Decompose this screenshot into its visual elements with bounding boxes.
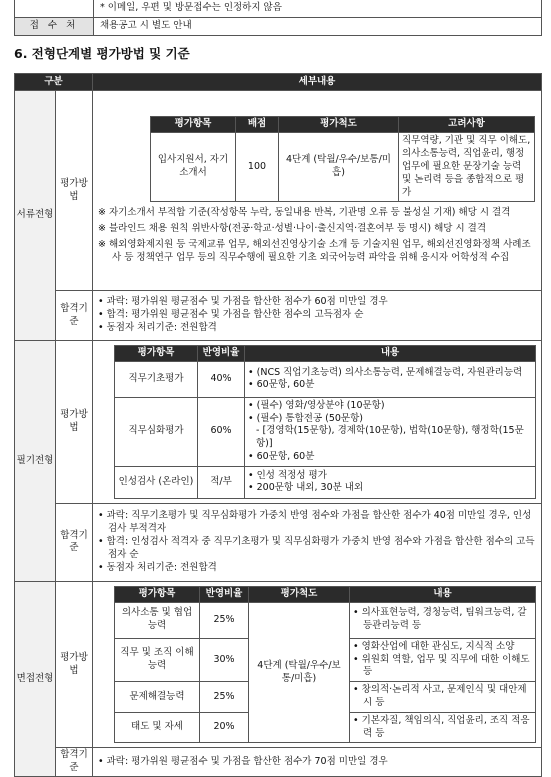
doc-score: 100 [236,133,279,202]
written-content [245,361,536,397]
doc-th-consider: 고려사항 [399,117,535,133]
receipt-value: 채용공고 시 별도 안내 [94,18,542,36]
receipt-table [14,0,542,36]
doc-method-label: 평가방법 [56,91,93,291]
interview-scale: 4단계 (탁월/우수/보통/미흡) [249,602,350,743]
written-th-item: 평가항목 [115,346,198,362]
written-pass-item: • 합격: 인성검사 적격자 중 직무기초평가 및 직무심화평가 가중치 반영 점수와 가점을 합산한 점수의 고득점자 순 [98,535,535,560]
interview-th-scale: 평가척도 [249,586,350,602]
doc-scale: 4단계 (탁월/우수/보통/미흡) [279,133,399,202]
written-pass-label: 합격기준 [56,503,93,581]
written-pass-item: • 동점자 처리기준: 전원합격 [98,561,217,573]
written-item: 인성검사 (온라인) [115,466,198,498]
interview-ratio: 30% [200,638,249,681]
interview-ratio: 20% [200,712,249,743]
interview-method-label: 평가방법 [56,581,93,748]
interview-content [350,682,536,713]
doc-note-1: ※ 자기소개서 부적합 기준(작성항목 누락, 동일내용 반복, 기관명 오류 등 불성실 기재) 해당 시 결격 [98,207,511,219]
written-content-item: • 인성 적정성 평가 [248,469,327,481]
receipt-label: 접 수 처 [15,18,94,36]
doc-stage-label: 서류전형 [15,91,56,341]
doc-pass-label: 합격기준 [56,291,93,341]
written-method-label: 평가방법 [56,341,93,504]
interview-criteria-table [114,586,536,744]
doc-th-item: 평가항목 [151,117,236,133]
interview-content-item: • 위원회 역할, 업무 및 직무에 대한 이해도 등 [353,653,530,678]
written-content [245,397,536,466]
evaluation-table [14,73,542,777]
written-stage-label: 필기전형 [15,341,56,582]
doc-item: 입사지원서, 자기소개서 [151,133,236,202]
top-note: * 이메일, 우편 및 방문접수는 인정하지 않음 [94,0,542,18]
written-content [245,466,536,498]
interview-stage-label: 면접전형 [15,581,56,776]
interview-method-content [93,581,542,748]
written-content-item: • 200문항 내외, 30분 내외 [248,482,364,494]
doc-pass-content [93,291,542,341]
written-method-content [93,341,542,504]
interview-ratio: 25% [200,602,249,638]
doc-pass-item: • 과락: 평가위원 평균점수 및 가점을 합산한 점수가 60점 미만일 경우 [98,296,388,308]
top-note-label-cell [15,0,94,18]
interview-th-item: 평가항목 [115,586,200,602]
interview-content-item: • 의사표현능력, 경청능력, 팀워크능력, 갈등관리능력 등 [353,607,527,632]
interview-content [350,712,536,743]
interview-pass-item: • 과락: 평가위원 평균점수 및 가점을 합산한 점수가 70점 미만일 경우 [98,755,388,767]
written-th-ratio: 반영비율 [198,346,245,362]
header-category: 구분 [15,74,93,91]
header-details: 세부내용 [93,74,542,91]
interview-th-content: 내용 [350,586,536,602]
interview-item: 의사소통 및 협업 능력 [115,602,200,638]
written-pass-item: • 과락: 직무기초평가 및 직무심화평가 가중치 반영 점수와 가점을 합산한 점수가 40점 미만일 경우, 인성검사 부적격자 [98,510,532,535]
interview-content [350,602,536,638]
interview-item: 문제해결능력 [115,682,200,713]
doc-method-content [93,91,542,291]
written-ratio: 60% [198,397,245,466]
doc-note-3: ※ 해외영화제지원 등 국제교류 업무, 해외선진영상기술 소개 등 기술지원 업무, 해외선진영화정책 사례조사 등 정책연구 업무 등의 직무수행에 필요한 기초 외국어능력 파악을 위해 응시자 어학성적 수집 [98,238,531,263]
written-content-item: • 60문항, 60분 [248,451,315,463]
written-item: 직무심화평가 [115,397,198,466]
interview-content-item: • 기본자질, 책임의식, 직업윤리, 조직 적응력 등 [353,714,530,739]
doc-criteria-table [150,116,535,202]
written-content-item: • (NCS 직업기초능력) 의사소통능력, 문제해결능력, 자원관리능력 [248,366,523,378]
written-content-item: • (필수) 영화/영상분야 (10문항) [248,399,385,411]
interview-item: 직무 및 조직 이해능력 [115,638,200,681]
doc-pass-item: • 동점자 처리기준: 전원합격 [98,321,217,333]
interview-pass-label: 합격기준 [56,748,93,777]
written-item: 직무기초평가 [115,361,198,397]
interview-content [350,638,536,681]
interview-th-ratio: 반영비율 [200,586,249,602]
doc-note-2: ※ 블라인드 채용 원칙 위반사항(전공·학교·성별·나이·출신지역·결혼여부 등 명시) 해당 시 결격 [98,223,487,235]
doc-th-scale: 평가척도 [279,117,399,133]
written-content-item: • 60문항, 60분 [248,379,315,391]
written-content-item: • (필수) 통합전공 (50문항) [248,412,363,424]
written-pass-content [93,503,542,581]
section-title: 6. 전형단계별 평가방법 및 기준 [14,46,190,61]
interview-item: 태도 및 자세 [115,712,200,743]
doc-th-score: 배점 [236,117,279,133]
doc-consider: 직무역량, 기관 및 직무 이해도, 의사소통능력, 직업윤리, 행정업무에 필요한 문장기술 능력 및 논리력 등을 종합적으로 평가 [399,133,535,202]
doc-pass-item: • 합격: 평가위원 평균점수 및 가점을 합산한 점수의 고득점자 순 [98,309,364,321]
interview-content-item: • 영화산업에 대한 관심도, 지식적 소양 [353,640,515,652]
interview-content-item: • 창의적·논리적 사고, 문제인식 및 대안제시 등 [353,684,527,708]
written-th-content: 내용 [245,346,536,362]
written-criteria-table [114,345,536,499]
written-ratio: 40% [198,361,245,397]
interview-pass-content [93,748,542,777]
written-content-detail: - [경영학(15문항), 경제학(10문항), 법학(10문항), 행정학(15문항)] [256,425,524,450]
interview-ratio: 25% [200,682,249,713]
written-ratio: 적/부 [198,466,245,498]
